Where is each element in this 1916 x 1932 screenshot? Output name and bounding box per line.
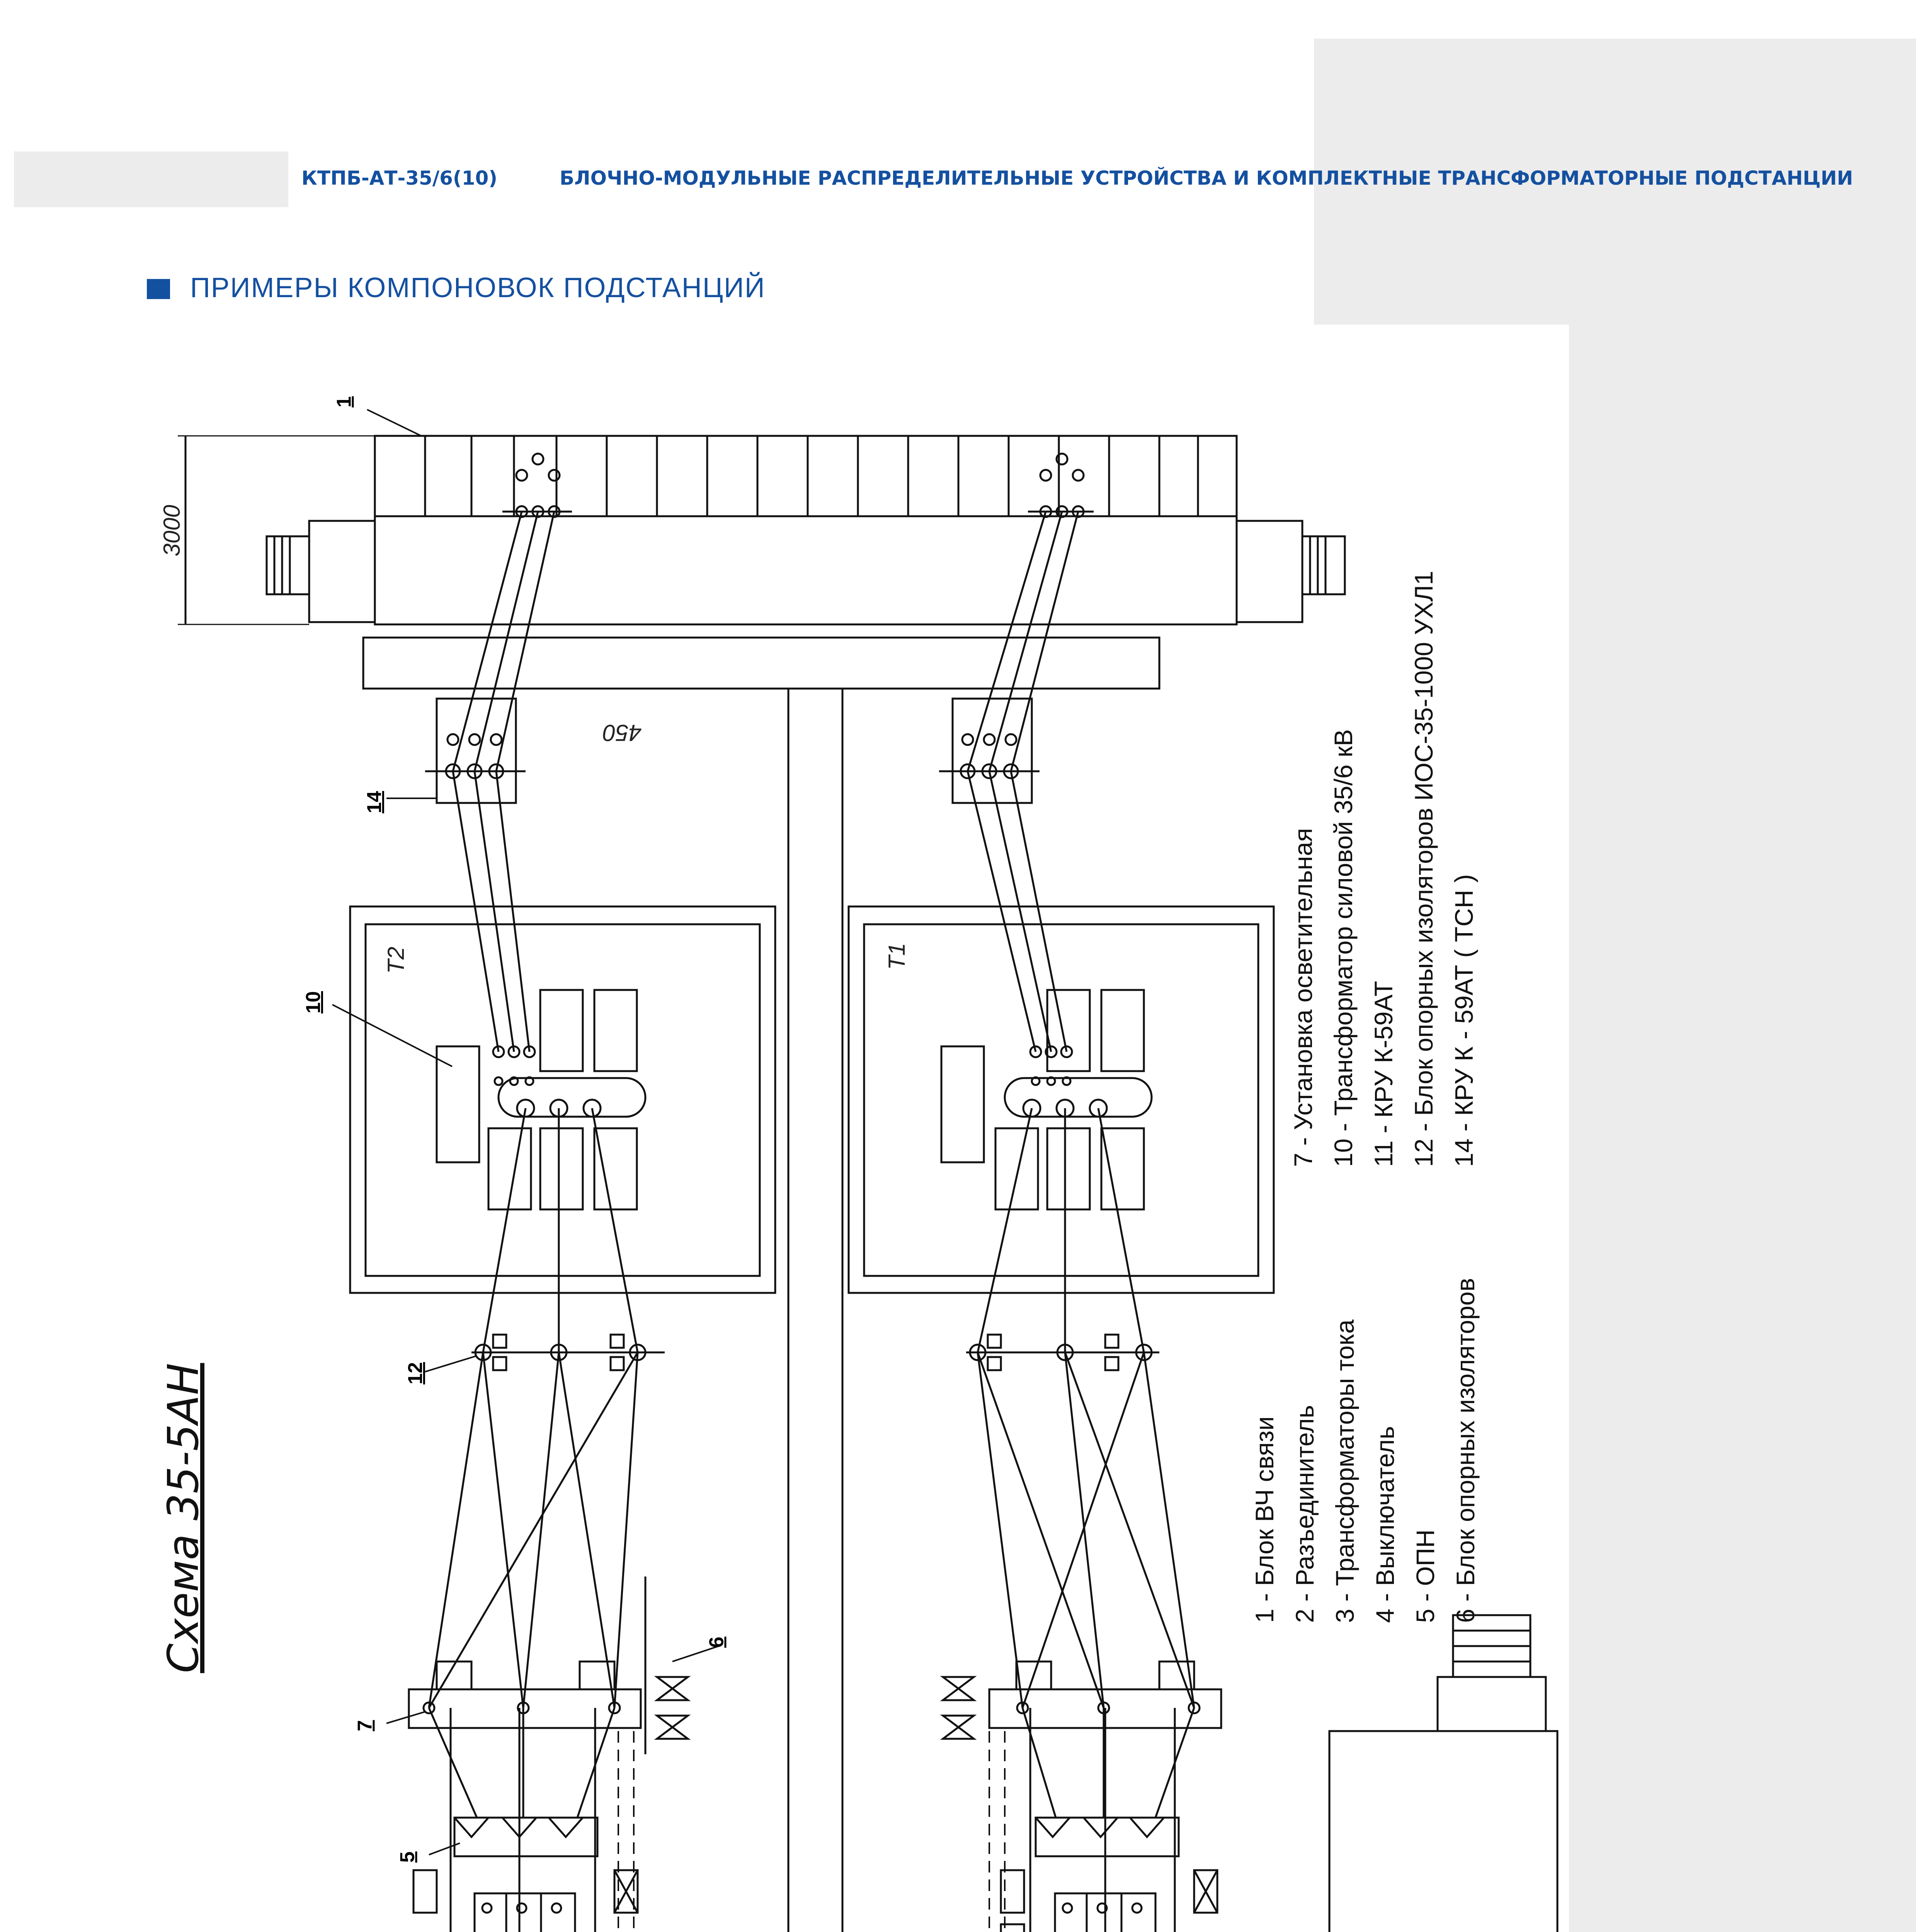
legend-item: 1 - Блок ВЧ связи [1250, 1416, 1279, 1623]
legend-item: 4 - Выключатель [1371, 1426, 1399, 1623]
dim-450-label: 450 [603, 720, 642, 746]
legend-item: 12 - Блок опорных изоляторов ИОС-35-1000 УХЛ1 [1409, 571, 1438, 1167]
t2-label: Т2 [383, 946, 409, 974]
header-title: БЛОЧНО-МОДУЛЬНЫЕ РАСПРЕДЕЛИТЕЛЬНЫЕ УСТРОЙСТВА И КОМПЛЕКТНЫЕ ТРАНСФОРМАТОРНЫЕ ПОДСТАНЦИИ [560, 167, 1853, 189]
scheme-title: Схема 35-5АН [158, 1363, 208, 1673]
legend-item: 10 - Трансформатор силовой 35/6 кВ [1329, 729, 1358, 1167]
header-code: КТПБ-АТ-35/6(10) [301, 167, 498, 189]
legend-item: 11 - КРУ К-59АТ [1369, 981, 1398, 1167]
legend-item: 2 - Разъединитель [1290, 1405, 1319, 1623]
callout-14: 14 [363, 791, 386, 813]
legend-item: 5 - ОПН [1411, 1529, 1440, 1623]
section-title: ПРИМЕРЫ КОМПОНОВОК ПОДСТАНЦИЙ [190, 272, 766, 303]
callout-7: 6 [705, 1636, 728, 1648]
callout-10: 10 [302, 991, 325, 1014]
legend-item: 14 - КРУ К - 59АТ ( ТСН ) [1450, 874, 1478, 1167]
legend-item: 3 - Трансформаторы тока [1331, 1319, 1359, 1623]
callout-12: 12 [404, 1362, 427, 1384]
callout-6: 7 [354, 1720, 376, 1731]
legend-item: 7 - Установка осветительная [1289, 828, 1317, 1167]
t1-label: Т1 [884, 942, 910, 970]
legend-column-1 [1244, 1278, 1485, 1623]
callout-5: 5 [396, 1851, 419, 1863]
dim-3000-label: 3000 [159, 505, 185, 556]
kru-block [267, 436, 1345, 624]
legend-column-2 [1283, 571, 1484, 1167]
callout-11: 1 [333, 396, 356, 408]
legend-item: 6 - Блок опорных изоляторов [1451, 1278, 1480, 1623]
